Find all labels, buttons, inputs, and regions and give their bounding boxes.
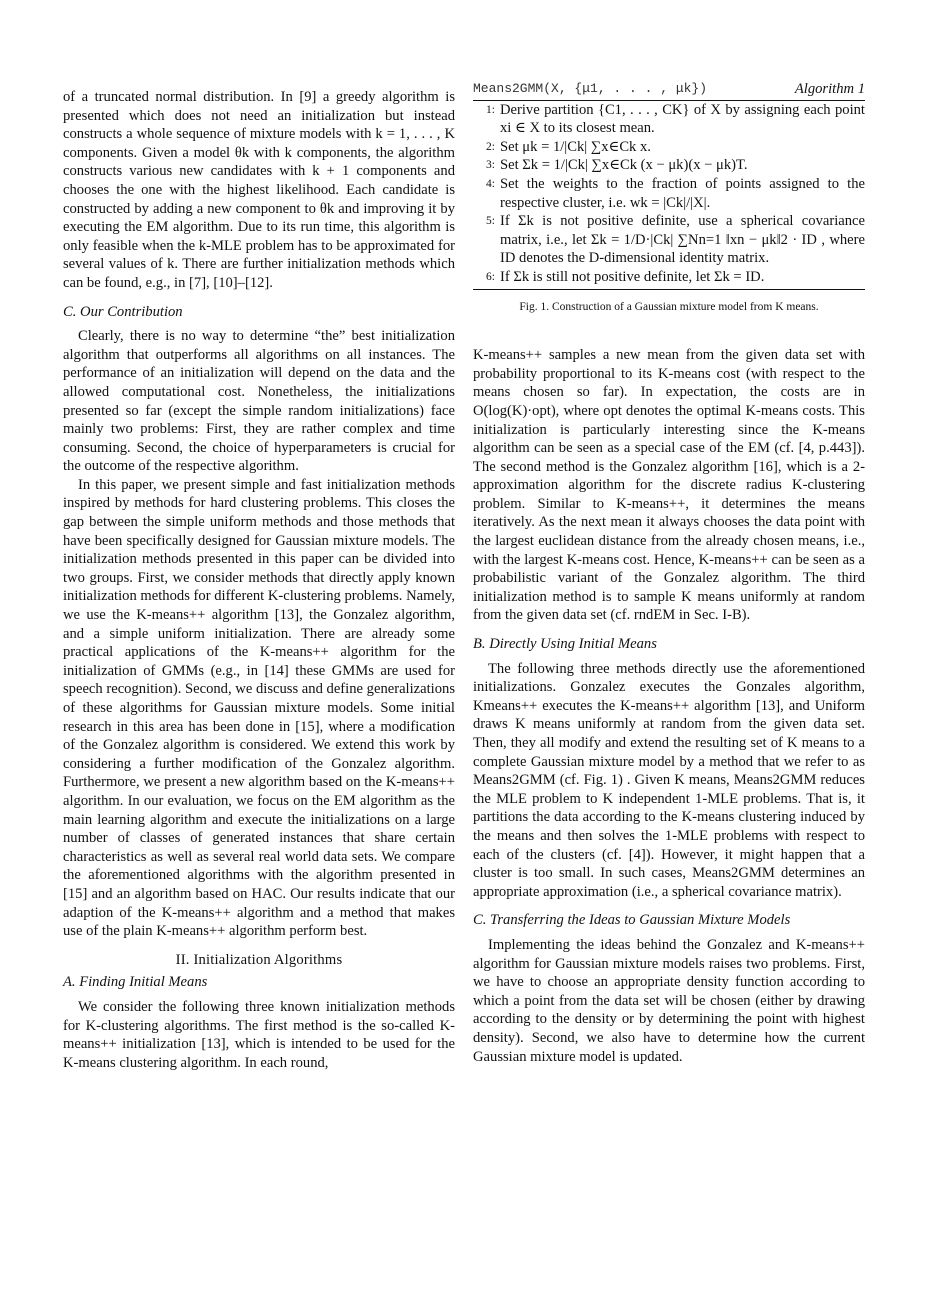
subsection-heading-finding-initial-means: A. Finding Initial Means <box>63 974 208 991</box>
paragraph-clearly: Clearly, there is no way to determine “the” best initialization algorithm that outperforms all algorithms on all instances. The performance of an initialization will depend on the data and the allowed computational cost. Nonetheless, the initializations presented so far (except the simple random initializations) face mainly two problems: First, they are rather complex and time consuming. Second, the choice of hyperparameters is crucial for the outcome of the respective algorithm. <box>63 328 455 475</box>
paragraph-implementing: Implementing the ideas behind the Gonzalez and K-means++ algorithm for Gaussian mixture models raises two problems. First, we have to choose an appropriate density function according to which a point from the data set will be chosen (either by drawing according to the density or by determining the point with highest density). Second, we also have to determine how the current Gaussian mixture model is updated. <box>473 936 865 1065</box>
algorithm-step-text: Set the weights to the fraction of points assigned to the respective cluster, i.e. wk = |Ck|/|X|. <box>500 175 865 211</box>
paragraph-in-this-paper: In this paper, we present simple and fast initialization methods inspired by methods for hard clustering problems. This closes the gap between the simple uniform methods and those methods that have been specifically designed for Gaussian mixture models. The initialization methods presented in this paper can be divided into two groups. First, we consider methods that directly apply known initialization methods for different K-clustering problems. Namely, we use the K-means++ algorithm [13], the Gonzalez algorithm, and a simple uniform initialization. There are already some practical applications of the K-means++ algorithm for the initialization of GMMs (e.g., in [14] these GMMs are used for speech recognition). Second, we discuss and define generalizations of these algorithms for Gaussian mixture models. Some initial research in this area has been done in [15], where a modification of the Gonzalez algorithm is considered. We extend this work by considering a further modification of the Gonzalez algorithm. Furthermore, we present a new algorithm based on the K-means++ algorithm. In our evaluation, we focus on the EM algorithm as the main learning algorithm and execute the initializations on a large number of classes of generated instances that share certain characteristics as well as several real world data sets. We compare the aforementioned algorithms with the algorithm presented in [15] and an algorithm based on HAC. Our results indicate that our adaption of the K-means++ algorithm and a method that makes use of the plain K-means++ algorithm perform best. <box>63 476 455 940</box>
algorithm-step-text: If Σk is still not positive definite, let Σk = ID. <box>500 268 765 285</box>
algorithm-signature: Means2GMM(X, {μ1, . . . , μk}) <box>473 81 708 96</box>
subsection-heading-transferring: C. Transferring the Ideas to Gaussian Mixture Models <box>473 912 791 929</box>
algorithm-steps <box>473 101 865 287</box>
right-column <box>473 81 865 1066</box>
algorithm-step-number: 2: <box>486 140 495 153</box>
algorithm-step <box>473 212 865 268</box>
algorithm-step <box>473 101 865 138</box>
algorithm-step <box>473 156 865 175</box>
paragraph-kmeanspp-samples: K-means++ samples a new mean from the given data set with probability proportional to its K-means cost (with respect to the means chosen so far). In expectation, the costs are in O(log(K)·opt), where opt denotes the optimal K-means costs. This initialization is particularly interesting since the K-means algorithm can be seen as a special case of the EM (cf. [4, p.443]). The second method is the Gonzalez algorithm [16], which is a 2-approximation algorithm for the discrete radius K-clustering problem. Similar to K-means++, it determines the means iteratively. As the next mean it always chooses the data point with the largest euclidean distance from the already chosen means, i.e., with the largest K-means cost. Hence, K-means++ can be seen as a probabilistic variant of the Gonzalez algorithm. The third initialization method is to sample K means uniformly at random from the given data set (cf. rndEM in Sec. I-B). <box>473 347 865 624</box>
figure-caption: Fig. 1. Construction of a Gaussian mixture model from K means. <box>519 300 819 313</box>
algorithm-step-number: 3: <box>486 159 495 172</box>
algorithm-box <box>473 80 865 316</box>
algorithm-step <box>473 138 865 157</box>
left-column <box>63 88 455 1072</box>
subsection-heading-directly-using: B. Directly Using Initial Means <box>473 636 657 653</box>
algorithm-step-number: 5: <box>486 215 495 228</box>
algorithm-step-number: 6: <box>486 270 495 283</box>
algorithm-label: Algorithm 1 <box>794 81 865 97</box>
algorithm-step <box>473 268 865 287</box>
algorithm-step-text: Set Σk = 1/|Ck| ∑x∈Ck (x − μk)(x − μk)T. <box>500 157 748 174</box>
algorithm-step-text: Set μk = 1/|Ck| ∑x∈Ck x. <box>500 138 651 155</box>
algorithm-step-number: 1: <box>486 103 495 116</box>
algorithm-step-text: Derive partition {C1, . . . , CK} of X by assigning each point xi ∈ X to its closest mean. <box>500 101 865 137</box>
algorithm-step <box>473 175 865 212</box>
subsection-heading-our-contribution: C. Our Contribution <box>63 303 183 320</box>
paragraph-truncated-normal: of a truncated normal distribution. In [9] a greedy algorithm is presented which does not need an initialization but instead constructs a whole sequence of mixture models with k = 1, . . . , K components. Given a model θk with k components, the algorithm constructs various new candidates with k + 1 components and chooses the one with the highest likelihood. Each candidate is constructed by adding a new component to θk and improving it by executing the EM algorithm. Due to its run time, this algorithm is only feasible when the k-MLE problem has to be approximated for several values of k. There are further initialization methods which can be found, e.g., in [7], [10]–[12]. <box>63 89 455 291</box>
algorithm-step-text: If Σk is not positive definite, use a spherical covariance matrix, i.e., let Σk = 1/D·|Ck| ∑Nn=1 ‖xn − μk‖2 · ID , where ID denotes the D-dimensional identity matrix. <box>500 213 865 267</box>
algorithm-step-number: 4: <box>486 177 495 190</box>
algorithm-header <box>473 80 865 101</box>
paragraph-we-consider: We consider the following three known initialization methods for K-clustering algorithms. The first method is the so-called K-means++ initialization [13], which is intended to be used for the K-means clustering algorithm. In each round, <box>63 998 455 1071</box>
algorithm-divider <box>473 289 865 290</box>
paragraph-following-three-methods: The following three methods directly use the aforementioned initializations. Gonzalez executes the Gonzales algorithm, Kmeans++ executes the K-means++ algorithm [13], and Uniform draws K means uniformly at random from the given data set. Then, they all modify and extend the resulting set of K means to a complete Gaussian mixture model by a method that we refer to as Means2GMM (cf. Fig. 1) . Given K means, Means2GMM reduces the MLE problem to K independent 1-MLE problems. That is, it partitions the data according to the K-means clustering induced by the means and then solves the 1-MLE problems with respect to each of the clusters (cf. [4]). However, it might happen that a cluster is too small. In such cases, Means2GMM determines an appropriate approximation (i.e., a spherical covariance matrix). <box>473 660 865 900</box>
section-heading-initialization-algorithms: II. Initialization Algorithms <box>175 951 343 968</box>
